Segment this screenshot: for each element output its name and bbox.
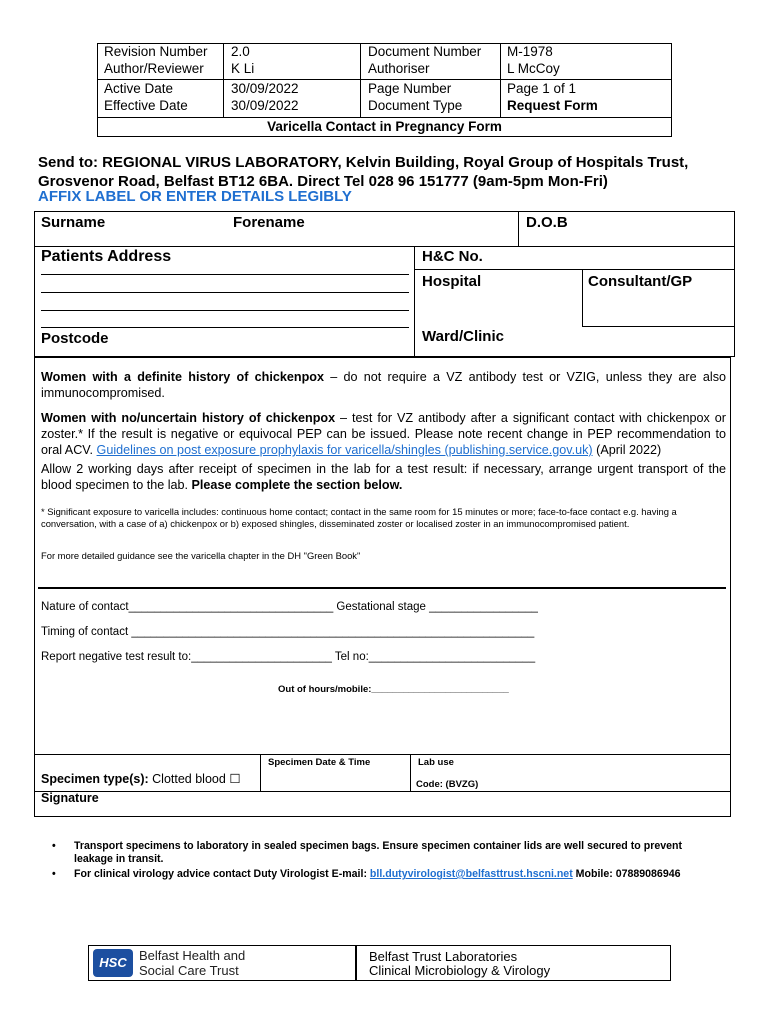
dob-label: D.O.B <box>526 214 568 231</box>
logo-text <box>139 948 245 978</box>
authoriser-value: L McCoy <box>507 61 560 76</box>
out-of-hours-mobile-field[interactable]: Out of hours/mobile:__________________________ <box>278 684 509 695</box>
hospital-label: Hospital <box>422 273 482 290</box>
definite-history-paragraph <box>41 369 726 401</box>
page-number-label: Page Number <box>368 81 452 96</box>
list-item: • Transport specimens to laboratory in sealed specimen bags. Ensure specimen container lids are well secured to prevent leakage in transit. <box>52 840 682 865</box>
definite-history-heading: Women with a definite history of chickenpox <box>41 370 324 384</box>
logo-line-2: Social Care Trust <box>139 963 239 978</box>
signature-label: Signature <box>41 791 99 805</box>
lab-code-label: Code: (BVZG) <box>416 779 479 790</box>
timing-of-contact-field[interactable]: Timing of contact _______________________________________________________________ <box>41 626 535 638</box>
specimen-type-label: Specimen type(s): <box>41 772 149 786</box>
affix-label-instruction: AFFIX LABEL OR ENTER DETAILS LEGIBLY <box>38 188 352 205</box>
send-to-address <box>38 153 738 191</box>
significant-exposure-footnote: * Significant exposure to varicella includes: continuous home contact; contact in the same room for 15 minutes or more; face-to-face contact e.g. having a conversation, with a case of a) chickenpox or b) exposed shingles, disseminated zoster or localised zoster in an immunocompromised patient. <box>41 506 677 529</box>
pep-guidelines-link[interactable]: Guidelines on post exposure prophylaxis for varicella/shingles (publishing.service.gov.uk) <box>96 443 593 457</box>
guidelines-date: (April 2022) <box>592 443 662 457</box>
transport-instruction-text: Transport specimens to laboratory in sealed specimen bags. Ensure specimen container lids are well secured to prevent leakage in transit. <box>74 840 682 865</box>
patients-address-label: Patients Address <box>41 248 172 265</box>
address-line-4[interactable] <box>41 327 409 328</box>
working-days-text: Allow 2 working days after receipt of specimen in the lab for a test result: if necessary, arrange urgent transport of the blood specimen to the lab. <box>41 462 726 492</box>
belfast-trust-logo <box>88 945 356 981</box>
address-line-1[interactable] <box>41 274 409 275</box>
document-type-value: Request Form <box>507 98 598 113</box>
author-value: K Li <box>231 61 255 76</box>
form-title: Varicella Contact in Pregnancy Form <box>267 119 502 134</box>
duty-virologist-email-link[interactable]: bll.dutyvirologist@belfasttrust.hscni.net <box>369 868 573 880</box>
active-date-label: Active Date <box>104 81 174 96</box>
footer-lab-name <box>356 945 671 981</box>
authoriser-label: Authoriser <box>368 61 430 76</box>
author-label: Author/Reviewer <box>104 61 204 76</box>
revision-number-label: Revision Number <box>104 44 208 59</box>
lab-use-label: Lab use <box>418 757 454 768</box>
send-to-line-2: Grosvenor Road, Belfast BT12 6BA. Direct Tel 028 96 151777 (9am-5pm Mon-Fri) <box>38 173 608 190</box>
specimen-type-value: Clotted blood <box>152 772 226 786</box>
definite-history-text: – do not require a VZ antibody test or VZIG, unless they are also immunocompromised. <box>41 370 726 400</box>
address-line-3[interactable] <box>41 310 409 311</box>
effective-date-value: 30/09/2022 <box>231 98 299 113</box>
list-item: • For clinical virology advice contact Duty Virologist E-mail: bll.dutyvirologist@belfasttrust.hscni.net Mobile: 07889086946 <box>52 868 681 880</box>
forename-label: Forename <box>233 214 305 231</box>
effective-date-label: Effective Date <box>104 98 188 113</box>
uncertain-history-paragraph <box>41 410 726 458</box>
clotted-blood-checkbox[interactable]: ☐ <box>229 772 241 786</box>
hsc-logo-icon: HSC <box>93 949 133 977</box>
document-number-label: Document Number <box>368 44 482 59</box>
nature-of-contact-field[interactable]: Nature of contact________________________________ Gestational stage _________________ <box>41 601 538 613</box>
complete-section-instruction: Please complete the section below. <box>191 478 403 492</box>
duty-virologist-mobile: Mobile: 07889086946 <box>572 868 681 880</box>
revision-number-value: 2.0 <box>231 44 250 59</box>
footer-lab-line-2: Clinical Microbiology & Virology <box>369 963 551 978</box>
patient-details-box <box>34 211 735 357</box>
transport-instructions-list <box>52 840 682 881</box>
send-to-line-1: Send to: REGIONAL VIRUS LABORATORY, Kelvin Building, Royal Group of Hospitals Trust, <box>38 154 689 171</box>
consultant-gp-label: Consultant/GP <box>588 273 693 290</box>
specimen-date-time-label: Specimen Date & Time <box>268 757 371 768</box>
green-book-note: For more detailed guidance see the varicella chapter in the DH "Green Book" <box>41 550 361 561</box>
uncertain-history-text: – test for VZ antibody after a significant contact with chickenpox or zoster.* If the result is negative or equivocal PEP can be issued. Please note recent change in PEP recommendation to oral ACV. <box>41 411 726 457</box>
document-type-label: Document Type <box>368 98 463 113</box>
report-negative-result-field[interactable]: Report negative test result to:______________________ Tel no:__________________________ <box>41 651 536 663</box>
allow-working-days-paragraph <box>41 461 726 493</box>
document-number-value: M-1978 <box>507 44 553 59</box>
ward-clinic-label: Ward/Clinic <box>422 328 504 345</box>
document-control-table <box>97 43 672 137</box>
uncertain-history-heading: Women with no/uncertain history of chickenpox <box>41 411 336 425</box>
page-number-value: Page 1 of 1 <box>507 81 577 96</box>
postcode-label: Postcode <box>41 330 109 347</box>
specimen-type-row <box>41 771 241 786</box>
section-divider <box>38 587 726 589</box>
virology-advice-text: For clinical virology advice contact Duty Virologist E-mail: <box>74 868 370 880</box>
active-date-value: 30/09/2022 <box>231 81 299 96</box>
hc-number-label: H&C No. <box>422 248 483 265</box>
address-line-2[interactable] <box>41 292 409 293</box>
logo-line-1: Belfast Health and <box>139 948 246 963</box>
surname-label: Surname <box>41 214 106 231</box>
footer-lab-line-1: Belfast Trust Laboratories <box>369 949 518 964</box>
surname-field[interactable] <box>155 212 515 246</box>
dob-field[interactable] <box>595 212 735 246</box>
